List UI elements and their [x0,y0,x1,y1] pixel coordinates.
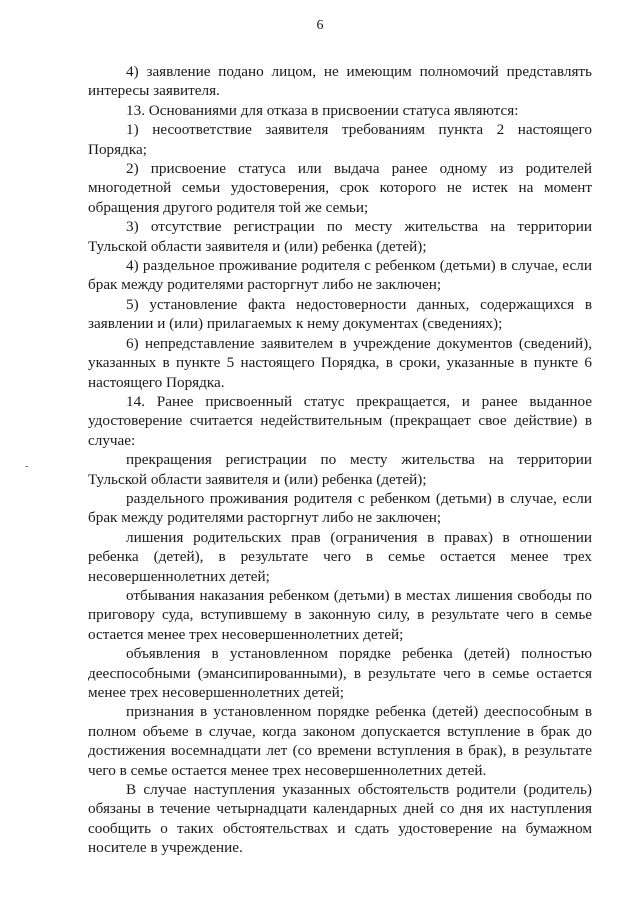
paragraph-section-14-heading: 14. Ранее присвоенный статус прекращается, и ранее выданное удостоверение считается недействительным (прекращает свое действие) в случае: [88,392,592,449]
page-number: 6 [316,18,324,33]
paragraph-section-13-heading: 13. Основаниями для отказа в присвоении статуса являются: [126,101,519,119]
paragraph-section-14-case-parental-rights: лишения родительских прав (ограничения в правах) в отношении ребенка (детей), в результате чего в семье остается менее трех несовершеннолетних детей; [88,528,592,585]
paragraph-section-14-case-registration: прекращения регистрации по месту жительства на территории Тульской области заявителя и (или) ребенка (детей); [88,451,592,488]
paragraph-section-13-item-5: 5) установление факта недостоверности данных, содержащихся в заявлении и (или) прилагаемых к нему документах (сведениях); [88,295,592,333]
paragraph-closing-obligation: В случае наступления указанных обстоятельств родители (родитель) обязаны в течение четырнадцати календарных дней со дня их наступления сообщить о таких обстоятельствах и сдать удостоверение на бумажном носителе в учреждение. [88,781,592,857]
paragraph-section-14-case-imprisonment: отбывания наказания ребенком (детьми) в местах лишения свободы по приговору суда, вступившему в законную силу, в результате чего в семье остается менее трех несовершеннолетних детей; [88,586,592,643]
paragraph-section-14-case-separate-living: раздельного проживания родителя с ребенком (детьми) в случае, если брак между родителями расторгнут либо не заключен; [88,489,592,527]
paragraph-item-4-refusal: 4) заявление подано лицом, не имеющим полномочий представлять интересы заявителя. [88,63,592,100]
paragraph-section-14-case-emancipation: объявления в установленном порядке ребенка (детей) полностью дееспособными (эмансипированными), в результате чего в семье остается менее трех несовершеннолетних детей; [88,645,592,701]
paragraph-section-13-item-3: 3) отсутствие регистрации по месту жительства на территории Тульской области заявителя и (или) ребенка (детей); [88,218,592,255]
paragraph-section-13-item-4: 4) раздельное проживание родителя с ребенком (детьми) в случае, если брак между родителями расторгнут либо не заключен; [88,257,592,294]
margin-mark: - [25,461,29,472]
document-body [88,62,592,858]
paragraph-section-14-case-full-capacity: признания в установленном порядке ребенка (детей) дееспособным в полном объеме в случае, когда законом допускается вступление в брак до достижения восемнадцати лет (со времени вступления в брак), в результате чего в семье остается менее трех несовершеннолетних детей. [88,703,592,779]
paragraph-section-13-item-6: 6) непредставление заявителем в учреждение документов (сведений), указанных в пункте 5 настоящего Порядка, в сроки, указанные в пункте 6 настоящего Порядка. [88,334,592,391]
paragraph-section-13-item-2: 2) присвоение статуса или выдача ранее одному из родителей многодетной семьи удостоверения, срок которого не истек на момент обращения другого родителя той же семьи; [88,160,592,216]
paragraph-section-13-item-1: 1) несоответствие заявителя требованиям пункта 2 настоящего Порядка; [88,121,592,158]
